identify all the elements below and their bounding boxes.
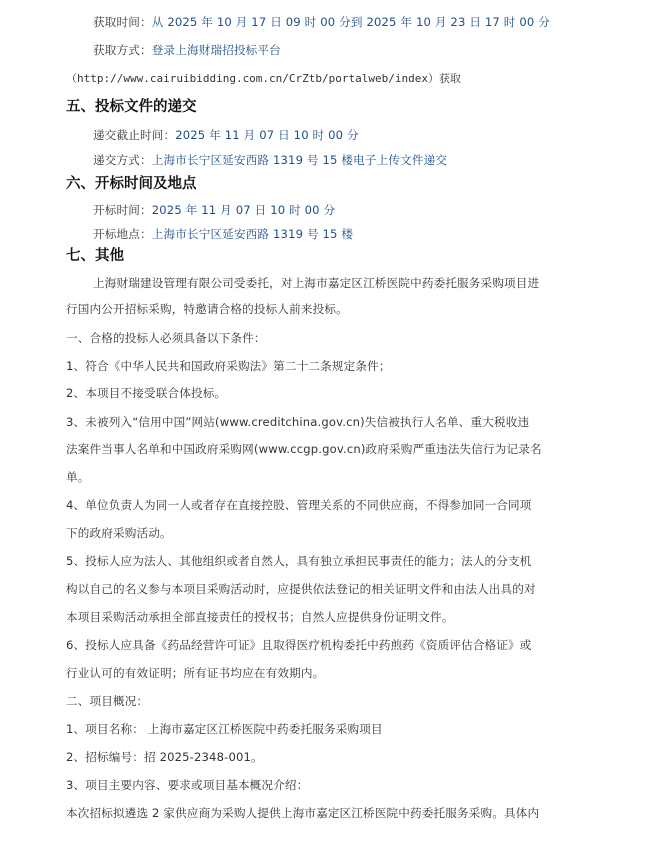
- section7-paragraph-line: 1、项目名称： 上海市嘉定区江桥医院中药委托服务采购项目: [66, 722, 383, 736]
- submission-method-value: 上海市长宁区延安西路 1319 号 15 楼电子上传文件递交: [151, 153, 448, 167]
- opening-place-line: [93, 227, 353, 241]
- opening-place-value: 上海市长宁区延安西路 1319 号 15 楼: [151, 227, 354, 241]
- submission-method-label: 递交方式：: [93, 153, 152, 167]
- section7-paragraph-line: 本项目采购活动承担全部直接责任的授权书；自然人应提供身份证明文件。: [66, 610, 454, 624]
- acquisition-method-line: [93, 43, 281, 57]
- section7-paragraph-line: 法案件当事人名单和中国政府采购网(www.ccgp.gov.cn)政府采购严重违法失信行为记录名: [66, 442, 542, 456]
- section7-paragraph-line: 单。: [66, 470, 90, 484]
- section7-paragraph-line: 行业认可的有效证明；所有证书均应在有效期内。: [66, 666, 325, 680]
- opening-time-label: 开标时间：: [93, 203, 152, 217]
- section7-paragraph-line: 下的政府采购活动。: [66, 526, 172, 540]
- section7-paragraph-line: 2、本项目不接受联合体投标。: [66, 386, 227, 400]
- section7-paragraph-line: 5、投标人应为法人、其他组织或者自然人，具有独立承担民事责任的能力；法人的分支机: [66, 554, 532, 568]
- submission-method-line: [93, 153, 447, 167]
- acquisition-url-line: （http://www.cairuibidding.com.cn/CrZtb/portalweb/index）获取: [66, 72, 461, 85]
- section7-paragraph-line: 2、招标编号：招 2025-2348-001。: [66, 750, 263, 764]
- section5-title: 五、投标文件的递交: [66, 99, 197, 115]
- submission-deadline-line: [93, 128, 359, 142]
- section7-paragraph-line: 3、项目主要内容、要求或项目基本概况介绍：: [66, 778, 309, 792]
- submission-deadline-label: 递交截止时间：: [93, 128, 176, 142]
- section7-paragraph-line: 一、合格的投标人必须具备以下条件：: [66, 331, 266, 345]
- section7-paragraph-line: 上海财瑞建设管理有限公司受委托，对上海市嘉定区江桥医院中药委托服务采购项目进: [93, 276, 540, 290]
- acquisition-time-line: [93, 15, 550, 29]
- submission-deadline-value: 2025 年 11 月 07 日 10 时 00 分: [175, 128, 359, 142]
- section7-paragraph-line: 本次招标拟遴选 2 家供应商为采购人提供上海市嘉定区江桥医院中药委托服务采购。具体内: [66, 806, 540, 820]
- opening-time-line: [93, 203, 335, 217]
- acquisition-time-label: 获取时间：: [93, 15, 152, 29]
- section7-paragraph-line: 1、符合《中华人民共和国政府采购法》第二十二条规定条件；: [66, 359, 391, 373]
- opening-time-value: 2025 年 11 月 07 日 10 时 00 分: [151, 203, 336, 217]
- acquisition-method-value: 登录上海财瑞招投标平台: [151, 43, 281, 57]
- section7-paragraph-line: 行国内公开招标采购，特邀请合格的投标人前来投标。: [66, 302, 348, 316]
- section7-paragraph-line: 3、未被列入“信用中国”网站(www.creditchina.gov.cn)失信被执行人名单、重大税收违: [66, 415, 530, 429]
- section6-title: 六、开标时间及地点: [66, 176, 197, 192]
- section7-paragraph-line: 6、投标人应具备《药品经营许可证》且取得医疗机构委托中药煎药《资质评估合格证》或: [66, 638, 532, 652]
- acquisition-time-value: 从 2025 年 10 月 17 日 09 时 00 分到 2025 年 10 月 23 日 17 时 00 分: [151, 15, 550, 29]
- section7-paragraph-line: 二、项目概况：: [66, 694, 149, 708]
- section7-title: 七、其他: [66, 248, 124, 264]
- section7-paragraph-line: 4、单位负责人为同一人或者存在直接控股、管理关系的不同供应商，不得参加同一合同项: [66, 498, 532, 512]
- section7-paragraph-line: 构以自己的名义参与本项目采购活动时，应提供依法登记的相关证明文件和由法人出具的对: [66, 582, 536, 596]
- acquisition-method-label: 获取方式：: [93, 43, 152, 57]
- opening-place-label: 开标地点：: [93, 227, 152, 241]
